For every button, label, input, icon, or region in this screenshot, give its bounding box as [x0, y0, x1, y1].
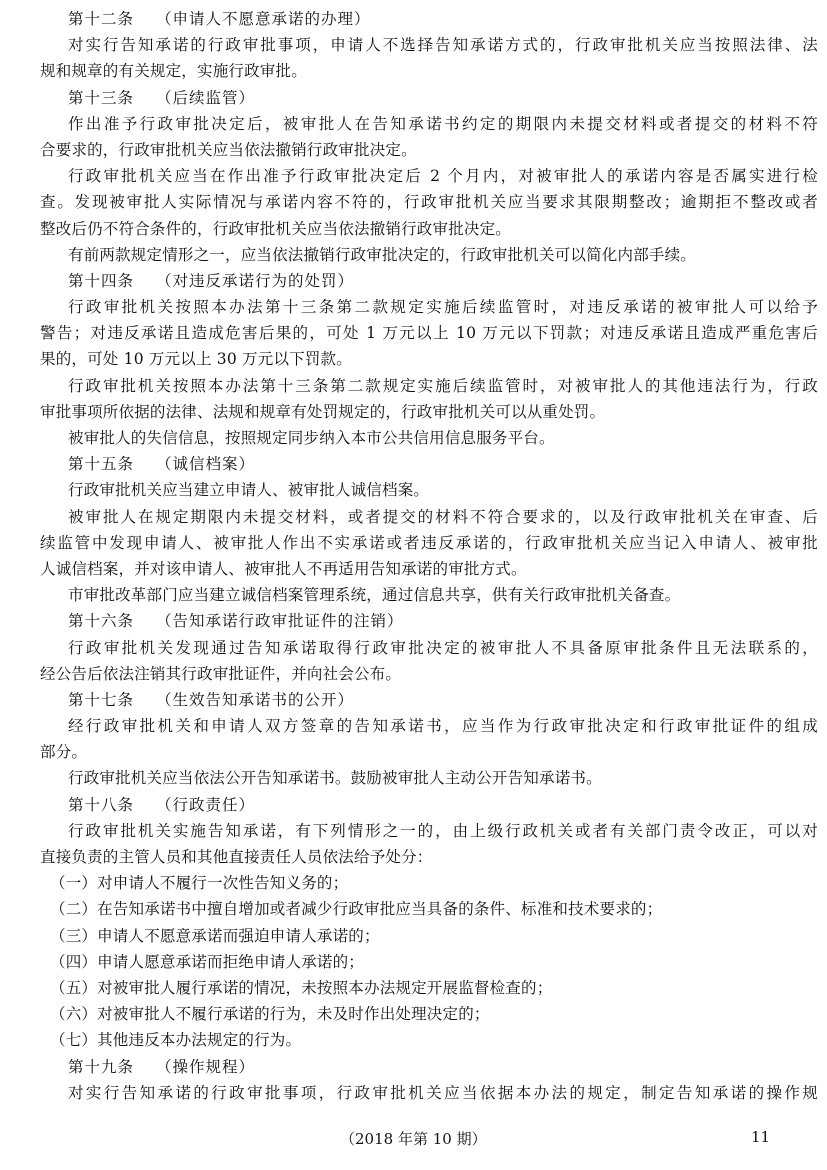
text-line: （七）其他违反本办法规定的行为。: [50, 1031, 302, 1050]
article-title: （申请人不愿意承诺的办理）: [156, 10, 371, 28]
text-line: 合要求的，行政审批机关应当依法撤销行政审批决定。: [40, 140, 417, 159]
text-line: 行政审批机关发现通过告知承诺取得行政审批决定的被审批人不具备原审批条件且无法联系的，: [68, 638, 818, 657]
text-line: 查。发现被审批人实际情况与承诺内容不符的，行政审批机关应当要求其限期整改；逾期拒不整改或者: [40, 193, 818, 212]
article-heading: [40, 6, 818, 32]
text-line: 市审批改革部门应当建立诚信档案管理系统，通过信息共享，供有关行政审批机关备查。: [68, 586, 681, 605]
article-number: 第十七条: [68, 690, 135, 709]
article-title: （诚信档案）: [156, 455, 256, 474]
article-heading: [40, 1054, 818, 1080]
article-number: 第十二条: [68, 10, 135, 28]
article-number: 第十八条: [68, 795, 135, 814]
article-title: （行政责任）: [156, 795, 256, 814]
article-heading: [40, 268, 818, 294]
text-line: 对实行告知承诺的行政审批事项，行政审批机关应当依据本办法的规定，制定告知承诺的操作规: [68, 1083, 818, 1102]
text-line: 被审批人在规定期限内未提交材料，或者提交的材料不符合要求的，以及行政审批机关在审查、后: [68, 507, 818, 526]
text-line: 部分。: [40, 743, 88, 762]
text-line: 经行政审批机关和申请人双方签章的告知承诺书，应当作为行政审批决定和行政审批证件的组成: [68, 717, 818, 736]
article-heading: [40, 85, 818, 111]
text-line: （一）对申请人不履行一次性告知义务的；: [50, 874, 349, 893]
text-line: 直接负责的主管人员和其他直接责任人员依法给予处分：: [40, 848, 433, 866]
text-line: 行政审批机关实施告知承诺，有下列情形之一的，由上级行政机关或者有关部门责令改正，可以对: [68, 821, 818, 840]
text-line: （三）申请人不愿意承诺而强迫申请人承诺的；: [50, 926, 380, 945]
article-number: 第十六条: [68, 612, 135, 631]
article-title: （对违反承诺行为的处罚）: [156, 271, 355, 290]
article-number: 第十三条: [68, 88, 135, 107]
article-number: 第十九条: [68, 1057, 135, 1076]
text-line: 续监管中发现申请人、被审批人作出不实承诺或者违反承诺的，行政审批机关应当记入申请人、被审批: [40, 533, 818, 552]
text-line: 规和规章的有关规定，实施行政审批。: [40, 62, 307, 81]
document-body: [40, 6, 818, 1106]
article-heading: [40, 792, 818, 818]
text-line: 人诚信档案，并对该申请人、被审批人不再适用告知承诺的审批方式。: [40, 559, 527, 578]
text-line: 行政审批机关按照本办法第十三条第二款规定实施后续监管时，对违反承诺的被审批人可以给予: [68, 298, 818, 317]
text-line: （六）对被审批人不履行承诺的行为，未及时作出处理决定的；: [50, 1005, 490, 1024]
page-footer: [0, 1128, 827, 1152]
page-number: 11: [751, 1128, 771, 1146]
article-heading: [40, 608, 818, 634]
text-line: （二）在告知承诺书中擅自增加或者减少行政审批应当具备的条件、标准和技术要求的；: [50, 900, 663, 919]
article-number: 第十四条: [68, 271, 135, 290]
text-line: 作出准予行政审批决定后，被审批人在告知承诺书约定的期限内未提交材料或者提交的材料不符: [68, 114, 818, 133]
text-line: 行政审批机关应当依法公开告知承诺书。鼓励被审批人主动公开告知承诺书。: [68, 769, 602, 788]
article-heading: [40, 451, 818, 477]
text-line: 审批事项所依据的法律、法规和规章有处罚规定的，行政审批机关可以从重处罚。: [40, 402, 606, 421]
text-line: （五）对被审批人履行承诺的情况，未按照本办法规定开展监督检查的；: [50, 978, 553, 997]
article-title: （告知承诺行政审批证件的注销）: [156, 612, 404, 631]
text-line: 对实行告知承诺的行政审批事项，申请人不选择告知承诺方式的，行政审批机关应当按照法律、法: [68, 36, 818, 55]
article-number: 第十五条: [68, 455, 135, 474]
text-line: 经公告后依法注销其行政审批证件，并向社会公布。: [40, 664, 402, 683]
text-line: （四）申请人愿意承诺而拒绝申请人承诺的；: [50, 952, 365, 971]
article-title: （生效告知承诺书的公开）: [156, 690, 355, 709]
text-line: 警告；对违反承诺且造成危害后果的，可处 1 万元以上 10 万元以下罚款；对违反承诺且造成严重危害后: [40, 324, 818, 343]
text-line: 果的，可处 10 万元以上 30 万元以下罚款。: [40, 350, 352, 369]
text-line: 行政审批机关按照本办法第十三条第二款规定实施后续监管时，对被审批人的其他违法行为，行政: [68, 376, 818, 395]
article-title: （操作规程）: [156, 1057, 256, 1076]
article-heading: [40, 687, 818, 713]
article-title: （后续监管）: [156, 88, 256, 107]
text-line: 整改后仍不符合条件的，行政审批机关应当依法撤销行政审批决定。: [40, 219, 512, 238]
text-line: 被审批人的失信信息，按照规定同步纳入本市公共信用信息服务平台。: [68, 429, 555, 447]
text-line: 行政审批机关应当建立申请人、被审批人诚信档案。: [68, 481, 430, 500]
text-line: 有前两款规定情形之一，应当依法撤销行政审批决定的，行政审批机关可以简化内部手续。: [68, 245, 697, 264]
issue-label: （2018 年第 10 期）: [340, 1130, 487, 1148]
text-line: 行政审批机关应当在作出准予行政审批决定后 2 个月内，对被审批人的承诺内容是否属实进行检: [68, 167, 818, 186]
